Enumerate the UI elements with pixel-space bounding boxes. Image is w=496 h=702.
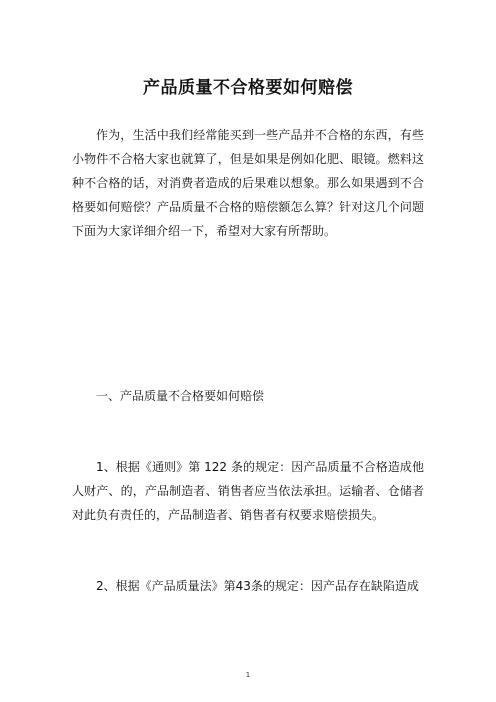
page-title: 产品质量不合格要如何赔偿 [143, 78, 353, 98]
section-heading: 一、产品质量不合格要如何赔偿 [96, 389, 265, 403]
clause-paragraph-1: 1、根据《通则》第 122 条的规定：因产品质量不合格造成他人财产、的，产品制造者、销售者应当依法承担。运输者、仓储者对此负有责任的，产品制造者、销售者有权要求赔偿损失。 [72, 460, 424, 522]
page-number: 1 [245, 671, 251, 679]
intro-paragraph: 作为，生活中我们经常能买到一些产品并不合格的东西，有些小物件不合格大家也就算了，但是如果是例如化肥、眼镜。燃料这种不合格的话，对消费者造成的后果难以想象。那么如果遇到不合格要如何赔偿？产品质量不合格的赔偿额怎么算？针对这几个问题下面为大家详细介绍一下，希望对大家有所帮助。 [72, 128, 424, 238]
clause-paragraph-2: 2、根据《产品质量法》第43条的规定：因产品存在缺陷造成 [96, 579, 419, 593]
